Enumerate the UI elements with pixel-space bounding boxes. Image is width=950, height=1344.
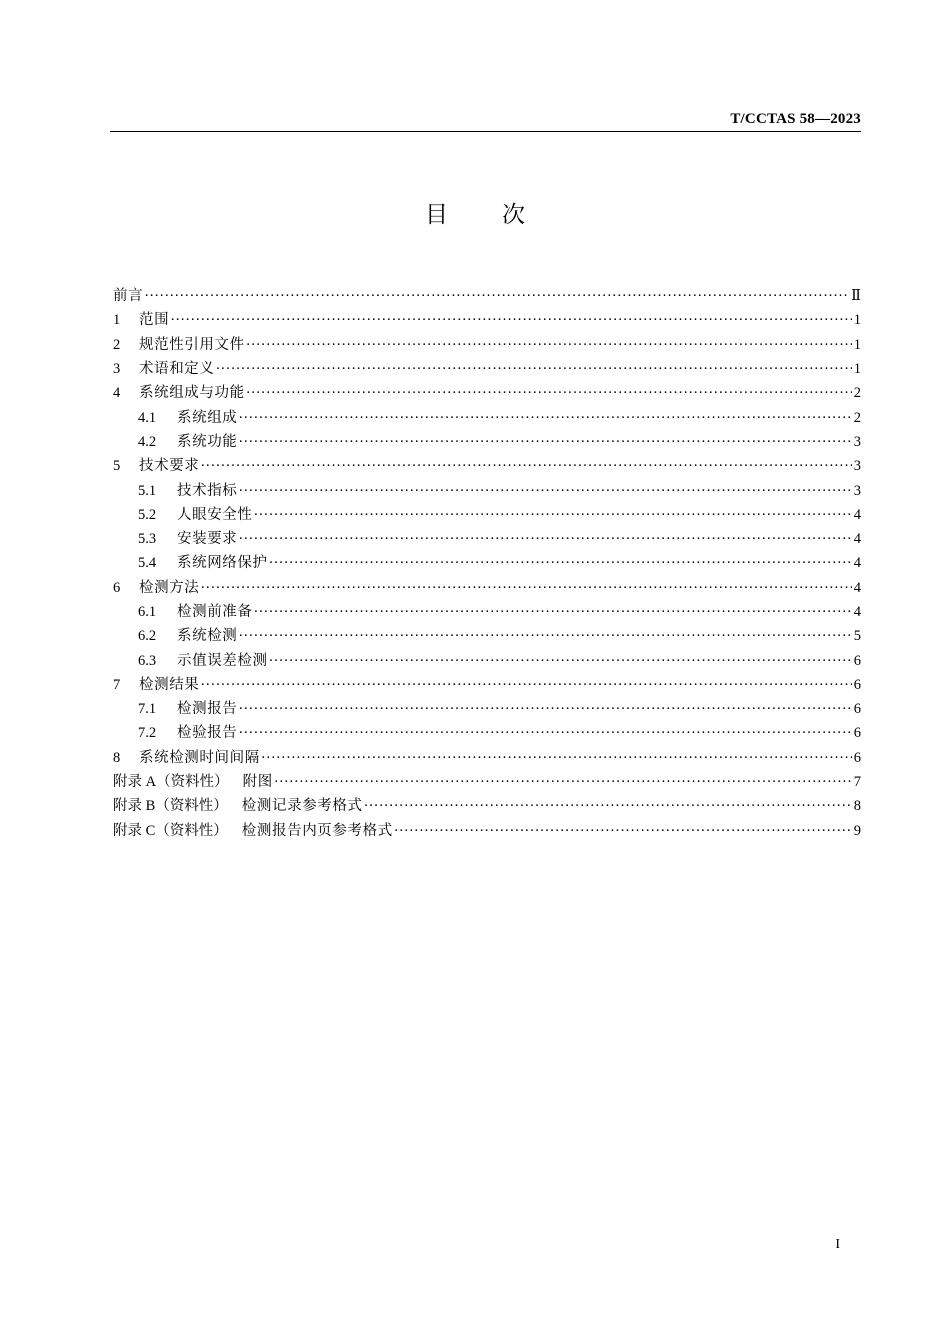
toc-entry-number: 6.2 <box>138 628 157 645</box>
toc-entry-page: 6 <box>853 725 861 742</box>
toc-leader-dots <box>246 381 852 405</box>
toc-entry[interactable] <box>113 478 861 502</box>
toc-entry-label: 范围 <box>139 312 170 329</box>
toc-leader-dots <box>254 503 853 527</box>
toc-entry-label: 示值误差检测 <box>177 652 268 669</box>
toc-entry-label: 检测结果 <box>139 676 200 693</box>
toc-leader-dots <box>238 430 852 454</box>
toc-entry-page: 2 <box>853 385 861 402</box>
toc-leader-dots <box>170 308 852 332</box>
toc-entry-number: 附录 A（资料性） <box>113 774 229 791</box>
toc-leader-dots <box>269 649 852 673</box>
toc-entry-number: 5.3 <box>138 531 157 548</box>
toc-entry[interactable] <box>113 527 861 551</box>
toc-entry-number: 5.1 <box>138 482 157 499</box>
table-of-contents <box>113 284 861 843</box>
toc-entry-number: 附录 B（资料性） <box>113 798 228 815</box>
toc-entry-number: 7 <box>113 676 121 693</box>
toc-entry-page: 7 <box>853 774 861 791</box>
toc-entry-number: 附录 C（资料性） <box>113 822 228 839</box>
toc-entry-label: 系统网络保护 <box>177 555 268 572</box>
toc-entry-page: 3 <box>853 482 861 499</box>
toc-entry-page: 1 <box>853 361 861 378</box>
toc-entry-label: 检测方法 <box>139 579 200 596</box>
toc-entry-number: 1 <box>113 312 121 329</box>
toc-entry-page: 1 <box>853 336 861 353</box>
toc-entry-number: 2 <box>113 336 121 353</box>
toc-entry-number: 4.1 <box>138 409 157 426</box>
toc-leader-dots <box>238 721 852 745</box>
toc-entry[interactable] <box>113 284 861 308</box>
toc-leader-dots <box>200 454 852 478</box>
toc-entry-page: 4 <box>853 604 861 620</box>
toc-leader-dots <box>200 673 852 697</box>
toc-entry-label: 检测前准备 <box>177 604 253 620</box>
toc-entry-number: 7.2 <box>138 725 157 742</box>
toc-title <box>0 196 950 229</box>
toc-entry-page: 4 <box>853 555 861 572</box>
page-number: I <box>835 1237 840 1252</box>
standard-code: T/CCTAS 58—2023 <box>730 111 861 127</box>
toc-leader-dots <box>238 624 852 648</box>
toc-entry[interactable] <box>113 333 861 357</box>
toc-leader-dots <box>238 527 852 551</box>
toc-leader-dots <box>238 479 852 503</box>
toc-entry-label: 系统组成与功能 <box>139 385 245 402</box>
toc-leader-dots <box>394 819 852 843</box>
toc-entry[interactable] <box>113 819 861 843</box>
toc-entry-number: 5 <box>113 458 121 475</box>
toc-entry-number: 6.1 <box>138 604 157 620</box>
toc-entry-number: 8 <box>113 749 121 766</box>
toc-entry[interactable] <box>113 357 861 381</box>
toc-leader-dots <box>364 794 852 818</box>
toc-entry[interactable] <box>113 454 861 478</box>
toc-entry[interactable] <box>113 770 861 794</box>
toc-entry-page: 8 <box>853 798 861 815</box>
toc-leader-dots <box>238 697 852 721</box>
toc-entry-number: 7.1 <box>138 701 157 718</box>
toc-entry-label: 检验报告 <box>177 725 238 742</box>
toc-entry-page: 3 <box>853 433 861 450</box>
toc-entry-label: 系统检测时间间隔 <box>139 749 260 766</box>
header-rule <box>110 131 861 132</box>
toc-entry[interactable] <box>113 405 861 429</box>
toc-entry-page: 6 <box>853 749 861 766</box>
toc-entry-page: 4 <box>853 506 861 523</box>
toc-entry-label: 检测报告内页参考格式 <box>241 822 393 839</box>
toc-entry-page: 6 <box>853 701 861 718</box>
toc-entry-label: 附图 <box>242 774 273 791</box>
toc-entry-number: 6 <box>113 579 121 596</box>
toc-entry[interactable] <box>113 746 861 770</box>
toc-entry[interactable] <box>113 308 861 332</box>
toc-entry-number: 3 <box>113 361 121 378</box>
toc-leader-dots <box>238 406 852 430</box>
toc-entry-number: 5.4 <box>138 555 157 572</box>
toc-entry[interactable] <box>113 551 861 575</box>
toc-entry-page: 5 <box>853 628 861 645</box>
toc-entry-label: 规范性引用文件 <box>139 336 245 353</box>
toc-leader-dots <box>269 551 852 575</box>
toc-entry[interactable] <box>113 624 861 648</box>
toc-entry-label: 系统组成 <box>177 409 238 426</box>
toc-entry-number: 6.3 <box>138 652 157 669</box>
toc-entry-label: 技术要求 <box>139 458 200 475</box>
toc-entry[interactable] <box>113 697 861 721</box>
toc-entry-page: 4 <box>853 579 861 596</box>
toc-entry-page: 4 <box>853 531 861 548</box>
toc-entry-label: 安装要求 <box>177 531 238 548</box>
toc-entry-label: 检测记录参考格式 <box>241 798 363 815</box>
toc-title-char-1: 目 <box>425 202 448 227</box>
toc-leader-dots <box>200 576 852 600</box>
toc-entry-label: 系统功能 <box>177 433 238 450</box>
toc-entry[interactable] <box>113 381 861 405</box>
toc-entry[interactable] <box>113 503 861 527</box>
toc-entry-label: 技术指标 <box>177 482 238 499</box>
toc-entry-page: 2 <box>853 409 861 426</box>
toc-leader-dots <box>254 600 853 624</box>
toc-entry-label: 术语和定义 <box>139 361 215 378</box>
toc-entry-page: 3 <box>853 458 861 475</box>
toc-leader-dots <box>216 357 853 381</box>
toc-entry-page: 6 <box>853 652 861 669</box>
toc-entry-label: 系统检测 <box>177 628 238 645</box>
toc-leader-dots <box>246 333 852 357</box>
toc-entry[interactable] <box>113 673 861 697</box>
toc-entry-page: Ⅱ <box>851 288 861 305</box>
toc-leader-dots <box>274 770 852 794</box>
toc-entry-label: 检测报告 <box>177 701 238 718</box>
toc-title-char-2: 次 <box>502 202 525 227</box>
toc-entry-number: 5.2 <box>138 506 157 523</box>
toc-entry[interactable] <box>113 794 861 818</box>
toc-entry-page: 6 <box>853 676 861 693</box>
toc-entry-label: 人眼安全性 <box>177 506 253 523</box>
toc-entry[interactable] <box>113 576 861 600</box>
toc-entry-page: 1 <box>853 312 861 329</box>
toc-entry[interactable] <box>113 648 861 672</box>
toc-entry-number: 4 <box>113 385 121 402</box>
toc-entry[interactable] <box>113 721 861 745</box>
toc-entry-label: 前言 <box>113 288 144 305</box>
toc-leader-dots <box>144 284 850 308</box>
toc-entry-page: 9 <box>853 822 861 839</box>
toc-entry-number: 4.2 <box>138 433 157 450</box>
toc-leader-dots <box>261 746 852 770</box>
toc-entry[interactable] <box>113 430 861 454</box>
toc-entry[interactable] <box>113 600 861 624</box>
